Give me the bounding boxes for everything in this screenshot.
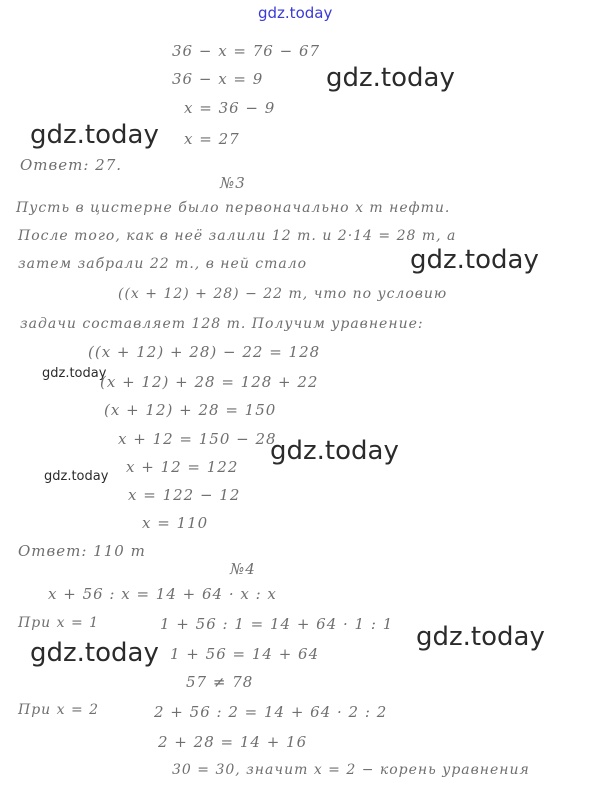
equation-line: x + 12 = 150 − 28 [118,430,277,448]
watermark: gdz.today [326,63,455,93]
watermark: gdz.today [30,638,159,668]
problem-number: №4 [230,560,256,578]
equation-line: 36 − x = 76 − 67 [172,42,321,60]
text-line: задачи составляет 128 т. Получим уравнение: [20,316,424,332]
equation-line: 57 ≠ 78 [186,673,254,691]
equation-line: (x + 12) + 28 = 150 [104,401,277,419]
equation-line: x = 27 [184,130,240,148]
equation-line: 2 + 28 = 14 + 16 [158,733,308,751]
equation-line: 1 + 56 = 14 + 64 [170,645,320,663]
equation-line: (x + 12) + 28 = 128 + 22 [100,373,319,391]
equation-line: x = 36 − 9 [184,99,276,117]
equation-line: 36 − x = 9 [172,70,264,88]
watermark: gdz.today [44,469,109,484]
watermark: gdz.today [30,120,159,150]
case-label: При x = 2 [18,702,100,718]
equation-line: x + 56 : x = 14 + 64 · x : x [48,585,277,603]
equation-line: 30 = 30, значит x = 2 − корень уравнения [172,762,530,778]
equation-line: 2 + 56 : 2 = 14 + 64 · 2 : 2 [154,703,388,721]
equation-line: 1 + 56 : 1 = 14 + 64 · 1 : 1 [160,615,394,633]
watermark: gdz.today [270,436,399,466]
answer-line: Ответ: 110 т [18,542,146,560]
watermark: gdz.today [258,4,333,22]
text-line: Пусть в цистерне было первоначально x т нефти. [16,200,451,216]
answer-line: Ответ: 27. [20,156,123,174]
watermark: gdz.today [416,622,545,652]
equation-line: ((x + 12) + 28) − 22 = 128 [88,343,321,361]
text-line: После того, как в неё залили 12 т. и 2·14 = 28 т, а [18,228,457,244]
case-label: При x = 1 [18,615,100,631]
watermark: gdz.today [410,245,539,275]
equation-line: x = 110 [142,514,209,532]
watermark: gdz.today [42,366,107,381]
text-line: затем забрали 22 т., в ней стало [18,256,308,272]
text-line: ((x + 12) + 28) − 22 т, что по условию [118,286,448,302]
problem-number: №3 [220,174,246,192]
equation-line: x + 12 = 122 [126,458,239,476]
equation-line: x = 122 − 12 [128,486,241,504]
